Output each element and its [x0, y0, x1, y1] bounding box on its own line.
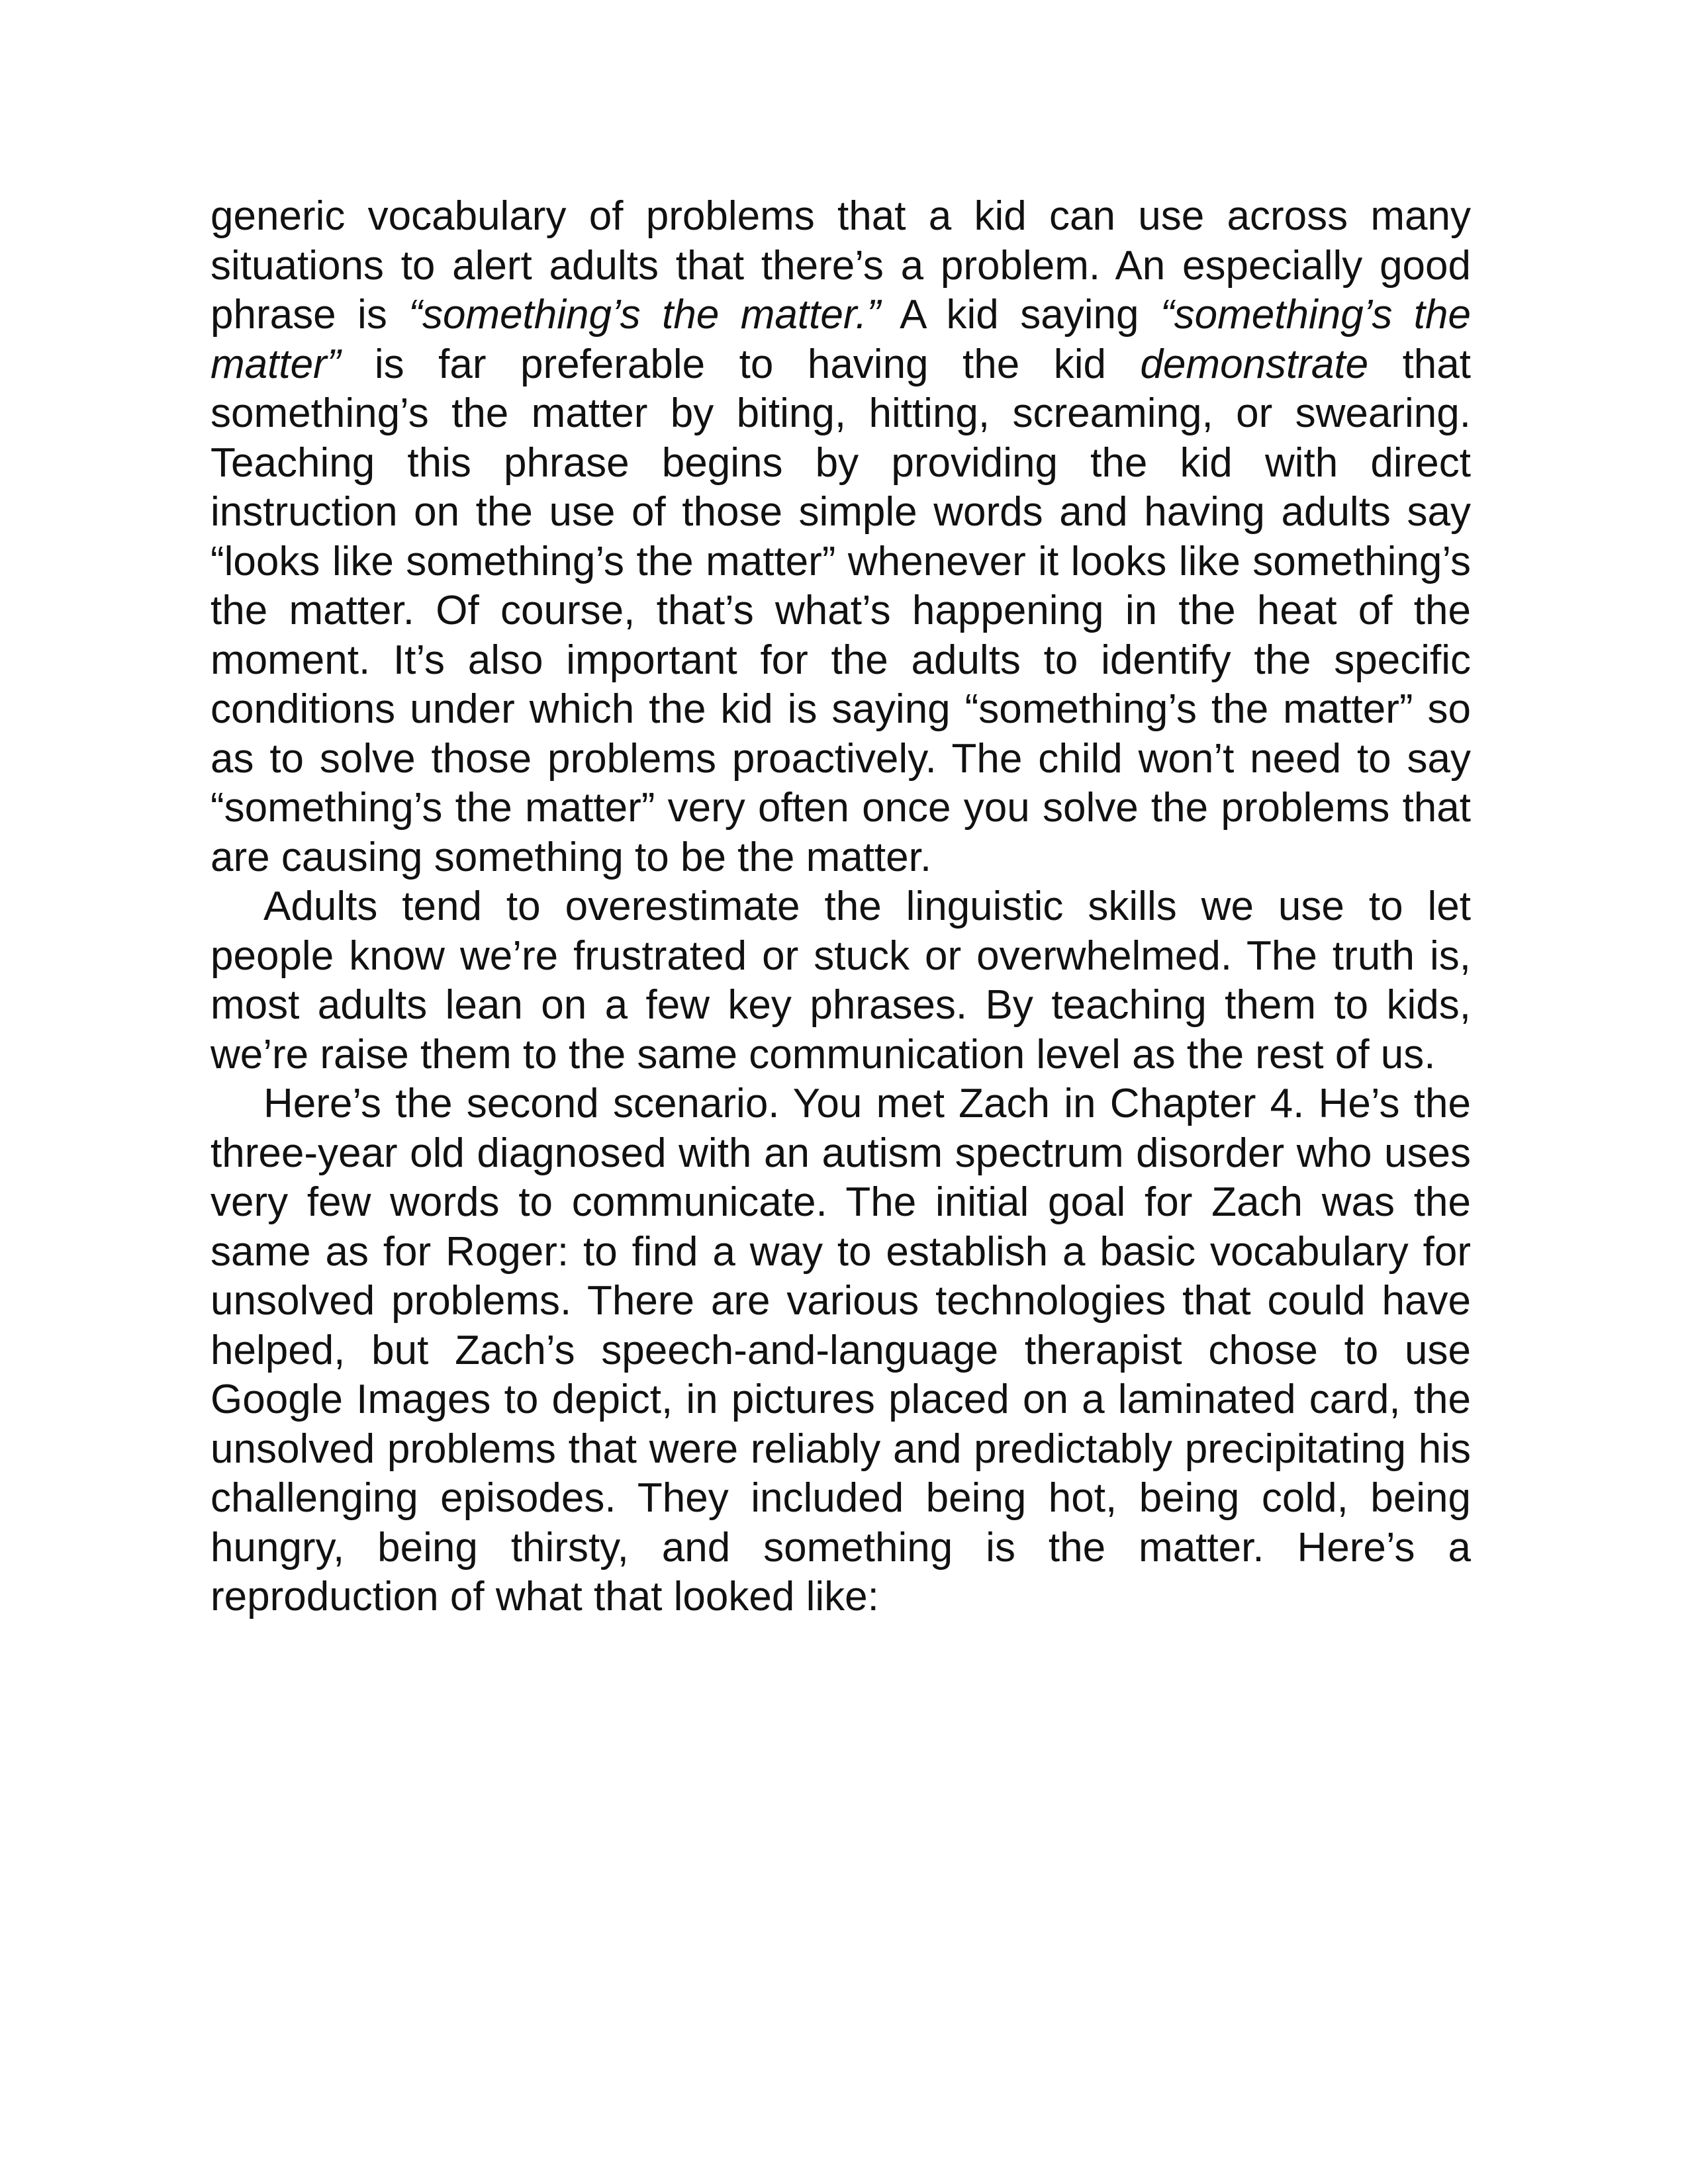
paragraph-1-text-3: is far preferable to having the kid [340, 341, 1141, 387]
paragraph-1-text-4: that something’s the matter by biting, hitting, screaming, or swearing. Teaching this phrase begins by providing the kid with direct instruction on the use of those simple words and having adults say “looks like something’s the matter” whenever it looks like something’s the matter. Of course, that’s what’s happening in the heat of the moment. It’s also important for the adults to identify the specific conditions under which the kid is saying “something’s the matter” so as to solve those problems proactively. The child won’t need to say “something’s the matter” very often once you solve the problems that are causing something to be the matter. [211, 341, 1471, 880]
paragraph-1-italic-3: demonstrate [1140, 341, 1369, 387]
paragraph-1 [211, 192, 1471, 882]
body-text [211, 192, 1471, 1622]
paragraph-3 [211, 1079, 1471, 1622]
paragraph-1-text-2: A kid saying [880, 292, 1160, 338]
paragraph-1-italic-2: “something’s the matter” [211, 292, 1471, 387]
paragraph-1-italic-1: “something’s the matter.” [408, 292, 881, 338]
paragraph-2 [211, 882, 1471, 1079]
paragraph-3-text: Here’s the second scenario. You met Zach in Chapter 4. He’s the three-year old diagnosed with an autism spectrum disorder who uses very few words to communicate. The initial goal for Zach was the same as for Roger: to find a way to establish a basic vocabulary for unsolved problems. There are various technologies that could have helped, but Zach’s speech-and-language therapist chose to use Google Images to depict, in pictures placed on a laminated card, the unsolved problems that were reliably and predictably precipitating his challenging episodes. They included being hot, being cold, being hungry, being thirsty, and something is the matter. Here’s a reproduction of what that looked like: [211, 1081, 1471, 1619]
paragraph-1-text-1: generic vocabulary of problems that a kid can use across many situations to alert adults that there’s a problem. An especially good phrase is [211, 193, 1471, 338]
paragraph-2-text: Adults tend to overestimate the linguistic skills we use to let people know we’re frustrated or stuck or overwhelmed. The truth is, most adults lean on a few key phrases. By teaching them to kids, we’re raise them to the same communication level as the rest of us. [211, 884, 1471, 1077]
